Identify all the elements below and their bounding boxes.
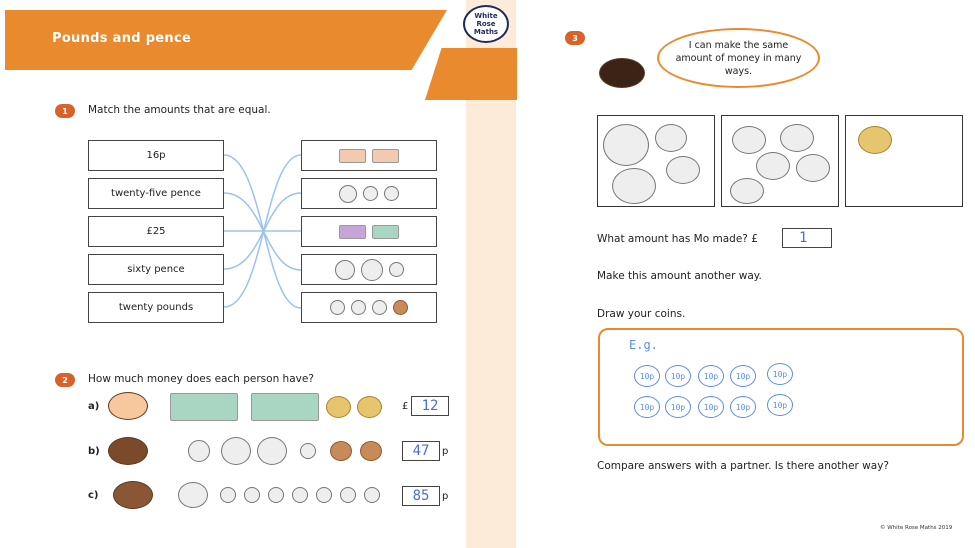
ten-pence-drawn-coin: 10p bbox=[767, 394, 793, 416]
twenty-pence-coin-icon bbox=[730, 178, 764, 204]
match-left-box[interactable]: 16p bbox=[88, 140, 224, 171]
amount-prompt: What amount has Mo made? £ bbox=[597, 233, 758, 245]
two-pence-coin-icon bbox=[360, 441, 382, 461]
currency-prefix: £ bbox=[402, 401, 409, 412]
answer-field-a[interactable]: 12 bbox=[411, 396, 449, 416]
fifty-pence-coin-icon bbox=[612, 168, 656, 204]
fifty-pence-coin-icon bbox=[603, 124, 649, 166]
five-pence-coin-icon bbox=[372, 300, 387, 315]
twenty-pence-coin-icon bbox=[780, 124, 814, 152]
question-number-3: 3 bbox=[565, 31, 585, 45]
five-pound-note-icon bbox=[170, 393, 238, 421]
match-right-box-coins[interactable] bbox=[301, 292, 437, 323]
fifty-pence-coin-icon bbox=[221, 437, 251, 465]
white-rose-maths-logo: White Rose Maths bbox=[463, 5, 509, 43]
another-way-prompt: Make this amount another way. bbox=[597, 270, 762, 282]
five-pence-coin-icon bbox=[340, 487, 356, 503]
amount-answer-field[interactable]: 1 bbox=[782, 228, 832, 248]
ten-pence-drawn-coin: 10p bbox=[730, 396, 756, 418]
twenty-pence-coin-icon bbox=[666, 156, 700, 184]
coin-panel-3 bbox=[845, 115, 963, 207]
five-pence-coin-icon bbox=[292, 487, 308, 503]
twenty-pence-coin-icon bbox=[335, 260, 355, 280]
row-label-a: a) bbox=[88, 401, 100, 412]
five-pence-coin-icon bbox=[384, 186, 399, 201]
five-pence-coin-icon bbox=[330, 300, 345, 315]
five-pound-note-icon bbox=[372, 225, 399, 239]
match-right-box-notes-10[interactable] bbox=[301, 140, 437, 171]
match-right-box-notes-20-5[interactable] bbox=[301, 216, 437, 247]
compare-prompt: Compare answers with a partner. Is there another way? bbox=[597, 460, 889, 472]
twenty-pence-coin-icon bbox=[339, 185, 357, 203]
matching-lines bbox=[224, 140, 301, 330]
five-pence-coin-icon bbox=[220, 487, 236, 503]
copyright: © White Rose Maths 2019 bbox=[880, 525, 953, 531]
child-face-icon bbox=[108, 392, 148, 420]
question-number-1: 1 bbox=[55, 104, 75, 118]
twenty-pence-coin-icon bbox=[796, 154, 830, 182]
ten-pence-drawn-coin: 10p bbox=[698, 396, 724, 418]
twenty-pence-coin-icon bbox=[655, 124, 687, 152]
answer-field-b[interactable]: 47 bbox=[402, 441, 440, 461]
match-right-box-coins[interactable] bbox=[301, 254, 437, 285]
twenty-pence-coin-icon bbox=[188, 440, 210, 462]
speech-bubble: I can make the same amount of money in many ways. bbox=[657, 28, 820, 88]
five-pence-coin-icon bbox=[244, 487, 260, 503]
twenty-pence-coin-icon bbox=[756, 152, 790, 180]
currency-suffix: p bbox=[442, 491, 449, 502]
two-pence-coin-icon bbox=[330, 441, 352, 461]
row-label-b: b) bbox=[88, 446, 100, 457]
child-face-icon bbox=[108, 437, 148, 465]
row-label-c: c) bbox=[88, 490, 99, 501]
child-face-icon bbox=[113, 481, 153, 509]
question-2-prompt: How much money does each person have? bbox=[88, 373, 314, 385]
match-left-box[interactable]: twenty pounds bbox=[88, 292, 224, 323]
ten-pence-drawn-coin: 10p bbox=[767, 363, 793, 385]
banner-ribbon bbox=[425, 48, 517, 100]
fifty-pence-coin-icon bbox=[178, 482, 208, 508]
example-label: E.g. bbox=[629, 338, 658, 352]
coin-panel-2 bbox=[721, 115, 839, 207]
ten-pence-drawn-coin: 10p bbox=[665, 365, 691, 387]
ten-pence-drawn-coin: 10p bbox=[634, 365, 660, 387]
mo-face-icon bbox=[599, 58, 645, 88]
fifty-pence-coin-icon bbox=[361, 259, 383, 281]
match-left-box[interactable]: twenty-five pence bbox=[88, 178, 224, 209]
ten-pence-drawn-coin: 10p bbox=[634, 396, 660, 418]
twenty-pound-note-icon bbox=[339, 225, 366, 239]
one-pound-coin-icon bbox=[326, 396, 351, 418]
twenty-pence-coin-icon bbox=[732, 126, 766, 154]
ten-pound-note-icon bbox=[339, 149, 366, 163]
one-pound-coin-icon bbox=[357, 396, 382, 418]
ten-pound-note-icon bbox=[372, 149, 399, 163]
match-left-box[interactable]: £25 bbox=[88, 216, 224, 247]
question-1-prompt: Match the amounts that are equal. bbox=[88, 104, 271, 116]
five-pence-coin-icon bbox=[351, 300, 366, 315]
five-pound-note-icon bbox=[251, 393, 319, 421]
currency-suffix: p bbox=[442, 446, 449, 457]
ten-pence-coin-icon bbox=[389, 262, 404, 277]
five-pence-coin-icon bbox=[316, 487, 332, 503]
one-penny-coin-icon bbox=[393, 300, 408, 315]
five-pence-coin-icon bbox=[364, 487, 380, 503]
page-title: Pounds and pence bbox=[52, 31, 192, 46]
match-right-box-coins[interactable] bbox=[301, 178, 437, 209]
answer-field-c[interactable]: 85 bbox=[402, 486, 440, 506]
question-number-2: 2 bbox=[55, 373, 75, 387]
five-pence-coin-icon bbox=[268, 487, 284, 503]
fifty-pence-coin-icon bbox=[257, 437, 287, 465]
one-pound-coin-icon bbox=[858, 126, 892, 154]
ten-pence-drawn-coin: 10p bbox=[698, 365, 724, 387]
ten-pence-drawn-coin: 10p bbox=[730, 365, 756, 387]
ten-pence-drawn-coin: 10p bbox=[665, 396, 691, 418]
draw-coins-prompt: Draw your coins. bbox=[597, 308, 686, 320]
match-left-box[interactable]: sixty pence bbox=[88, 254, 224, 285]
five-pence-coin-icon bbox=[363, 186, 378, 201]
five-pence-coin-icon bbox=[300, 443, 316, 459]
coin-panel-1 bbox=[597, 115, 715, 207]
